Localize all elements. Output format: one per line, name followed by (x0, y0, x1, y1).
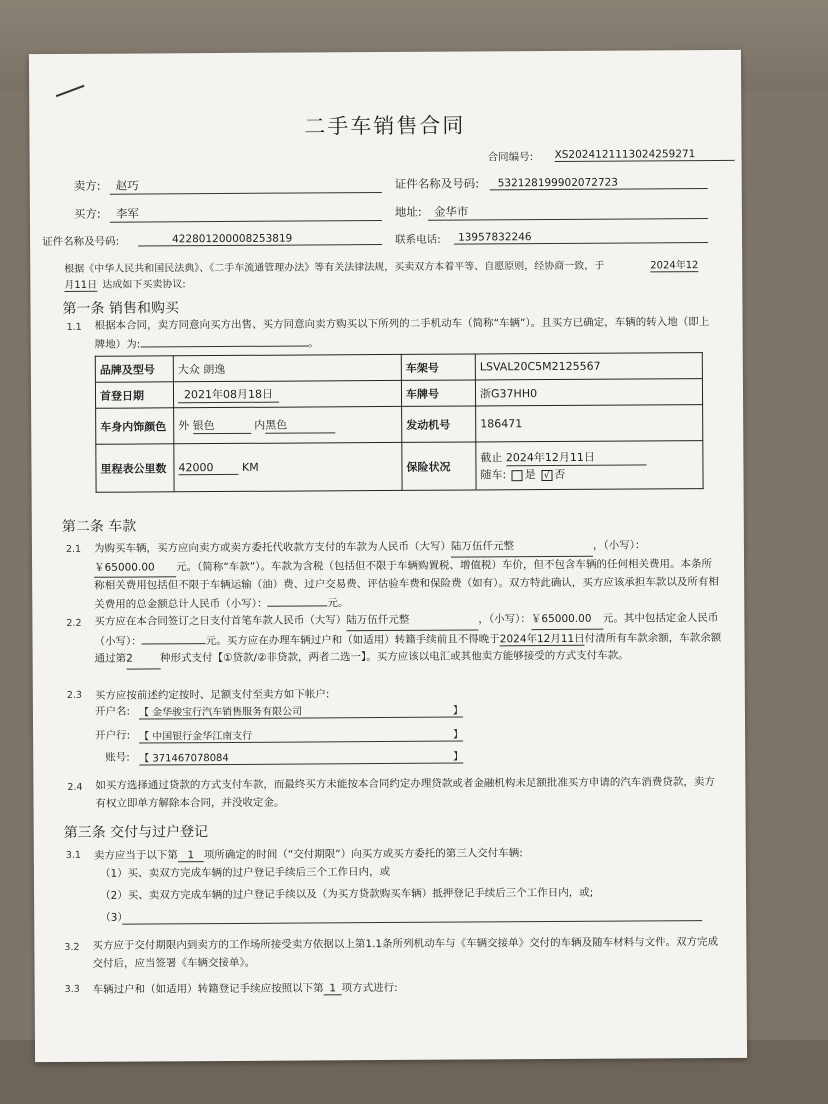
ext-color-value: 银色 (193, 417, 251, 434)
clause-2-4-text: 如买方选择通过贷款的方式支付车款，而最终买方未能按本合同约定办理贷款或者金融机构未足额批准买方申请的汽车消费贷款，卖方有权立即单方解除本合同，并没收定金。 (95, 776, 715, 810)
vin-value: LSVAL20C5M2125567 (475, 353, 702, 380)
clause-3-3-part1: 车辆过户和（如适用）转籍登记手续应按照以下第 (92, 982, 324, 996)
contract-no: XS2024121113024259271 (555, 148, 735, 162)
clause-3-1-option-2: （2）买、卖双方完成车辆的过户登记手续以及（为买方贷款购买车辆）抵押登记手续后三个工作日内，或; (100, 886, 594, 902)
clause-3-1-text (94, 845, 523, 863)
color-label: 车身内饰颜色 (96, 408, 174, 444)
staple-mark (56, 85, 85, 97)
clause-2-2-part2: ，（小写）： (478, 613, 531, 626)
yes-label: 是 (524, 468, 536, 482)
clause-1-1-end: 。 (308, 336, 319, 349)
clause-2-2-part6: 种形式支付【①贷款/②非贷款，两者二选一】。买方应该以电汇或其他卖方能够接受的方式支付车款。 (160, 649, 629, 665)
intro-date-cont: 月11日 (64, 276, 97, 292)
clause-3-2-number: 3.2 (64, 941, 80, 953)
clause-3-3-text (93, 980, 398, 997)
seller-name: 赵巧 (110, 176, 382, 195)
seller-id: 532128199902072723 (490, 176, 708, 190)
clause-2-2-upper-amount: 陆万伍仟元整 (346, 611, 478, 630)
int-color-value: 黑色 (265, 416, 335, 433)
article-2-title: 第二条 车款 (61, 518, 137, 535)
buyer-id-label: 证件名称及号码: (42, 235, 120, 249)
clause-3-2-text: 买方应于交付期限内到卖方的工作场所接受卖方依据以上第1.1条所列机动车与《车辆交接单》交付的车辆及随车材料与文件。双方完成交付后，应当签署《车辆交接单》。 (92, 935, 719, 970)
no-label: 否 (554, 467, 566, 481)
plate-label: 车牌号 (401, 380, 475, 406)
clause-2-1-text (94, 537, 720, 614)
clause-3-3-item: 1 (324, 982, 342, 995)
address: 金华市 (428, 202, 708, 221)
buyer-label: 买方: (73, 206, 101, 221)
clause-2-2-part1: 买方应在本合同签订之日支付首笔车款人民币（大写） (94, 614, 347, 628)
clause-2-1-part3: 元。（简称“车款”）。车款为含税（包括但不限于车辆购置税、增值税）车价，但不包含车辆的任何相关费用。本条所称相关费用包括但不限于车辆运输（油）费、过户交易费、评估验车费和保险费（如有）。双方特此确认，买方应该承担车款以及所有相关费用的总金额总计人民币（小写）： (94, 557, 719, 611)
clause-2-2-part4: 元。买方应在办理车辆过户和（如适用）转籍手续前且不得晚于 (205, 632, 500, 647)
insurance-cell (476, 441, 703, 490)
clause-3-1-item: 1 (178, 849, 204, 862)
clause-2-1-part2: ，（小写）： (592, 539, 646, 552)
odometer-value: 42000 (178, 460, 238, 474)
intro-text: 根据《中华人民共和国民法典》、《二手车流通管理办法》等有关法律法规，买卖双方本着平等、自愿原则，经协商一致，于 (64, 260, 605, 275)
article-1-title: 第一条 销售和购买 (62, 300, 179, 317)
deposit-blank (142, 632, 206, 644)
clause-2-3-text: 买方应按前述约定按时、足额支付至卖方如下帐户: (94, 688, 330, 702)
clause-2-1-number: 2.1 (65, 543, 82, 555)
clause-2-3-number: 2.3 (66, 689, 82, 701)
clause-1-1-text (95, 314, 713, 354)
intro-date: 2024年12 (650, 256, 698, 272)
clause-3-3-part2: 项方式进行: (341, 981, 398, 995)
clause-2-4-number: 2.4 (67, 781, 83, 793)
account-no-field: 【 371467078084 】 (139, 748, 463, 766)
clause-2-1-part1: 为购买车辆，买方应向卖方或卖方委托代收款方支付的车款为人民币（大写） (93, 540, 451, 555)
clause-2-1-end: 元。 (327, 596, 349, 609)
insurance-until-prefix: 截止 (480, 451, 503, 465)
clause-3-1-part1: 卖方应当于以下第 (93, 849, 178, 862)
clause-2-2-part5: 付清所有车款余额，车款余额通过第 (94, 631, 722, 665)
clause-1-1-number: 1.1 (66, 321, 82, 333)
option-3-blank (122, 920, 702, 925)
no-checkbox-checked[interactable]: √ (541, 469, 552, 480)
account-name-field: 【 金华骏宝行汽车销售服务有限公司 】 (139, 702, 463, 720)
insurance-until-row (480, 448, 698, 466)
buyer-name: 李军 (110, 204, 382, 223)
clause-2-1-total-blank (267, 594, 327, 606)
bank-name: 中国银行金华江南支行 (152, 730, 253, 743)
vehicle-info-table (95, 352, 704, 493)
engine-value: 186471 (476, 405, 703, 442)
engine-label: 发动机号 (402, 406, 476, 442)
color-cell (174, 406, 402, 443)
vin-label: 车架号 (401, 354, 475, 380)
intro-text-end: 达成如下买卖协议: (102, 279, 186, 291)
seller-id-label: 证件名称及号码: (394, 176, 480, 191)
with-car-label: 随车: (480, 468, 507, 482)
contract-page (29, 50, 747, 1062)
clause-2-1-upper-amount: 陆万伍仟元整 (451, 538, 593, 557)
buyer-id: 422801200008253819 (138, 232, 382, 246)
clause-1-1-body: 根据本合同，卖方同意向买方出售、买方同意向卖方购买以下所列的二手机动车（简称“车辆”）。且买方已确定，车辆的转入地（即上牌地）为: (94, 316, 710, 351)
phone: 13957832246 (454, 230, 708, 245)
account-name: 金华骏宝行汽车销售服务有限公司 (152, 706, 303, 719)
article-3-title: 第三条 交付与过户登记 (63, 824, 209, 841)
clause-2-2-date: 2024年12月11日 (499, 632, 585, 645)
clause-2-2-number: 2.2 (66, 617, 82, 629)
reg-date-label: 首登日期 (95, 382, 173, 408)
clause-3-3-number: 3.3 (64, 983, 80, 995)
account-name-label: 开户名: (94, 705, 131, 718)
clause-2-2-text (94, 610, 722, 669)
reg-date-cell (173, 380, 401, 407)
seller-label: 卖方: (73, 178, 101, 193)
int-color-prefix: 内 (254, 418, 266, 432)
brand-value: 大众 朗逸 (173, 354, 401, 381)
odometer-label: 里程表公里数 (96, 444, 174, 492)
clause-2-2-part3: 元。其中包括定金人民币（小写）： (94, 611, 719, 648)
document-title: 二手车销售合同 (304, 113, 466, 139)
brand-label: 品牌及型号 (95, 356, 173, 382)
clause-2-2-amount: ￥65000.00 (531, 611, 603, 630)
clause-3-1-option-3: （3） (100, 911, 128, 924)
ext-color-prefix: 外 (178, 419, 190, 433)
odometer-unit: KM (241, 460, 259, 474)
clause-3-1-part2: 项所确定的时间（“交付期限”）向买方或买方委托的第三人交付车辆: (203, 847, 523, 862)
insurance-with-car-row (480, 465, 698, 482)
account-no-label: 账号: (105, 751, 130, 764)
clause-2-1-amount: ￥65000.00 (94, 559, 176, 578)
account-no: 371467078084 (152, 752, 229, 765)
bank-label: 开户行: (95, 729, 131, 742)
destination-blank (140, 334, 308, 347)
bank-field: 【 中国银行金华江南支行 】 (139, 726, 463, 744)
insurance-label: 保险状况 (402, 442, 476, 490)
address-label: 地址: (394, 204, 422, 219)
reg-date-value: 2021年08月18日 (178, 386, 279, 404)
contract-no-label: 合同编号: (487, 151, 534, 164)
odometer-cell (174, 442, 402, 491)
payment-way: 2 (126, 650, 160, 669)
phone-label: 联系电话: (395, 233, 441, 246)
insurance-until-date: 2024年12月11日 (506, 448, 646, 466)
clause-3-1-number: 3.1 (65, 849, 81, 861)
plate-value: 浙G37HH0 (475, 379, 702, 406)
yes-checkbox[interactable] (512, 470, 523, 481)
clause-3-1-option-1: （1）买、卖双方完成车辆的过户登记手续后三个工作日内，或 (99, 865, 391, 880)
